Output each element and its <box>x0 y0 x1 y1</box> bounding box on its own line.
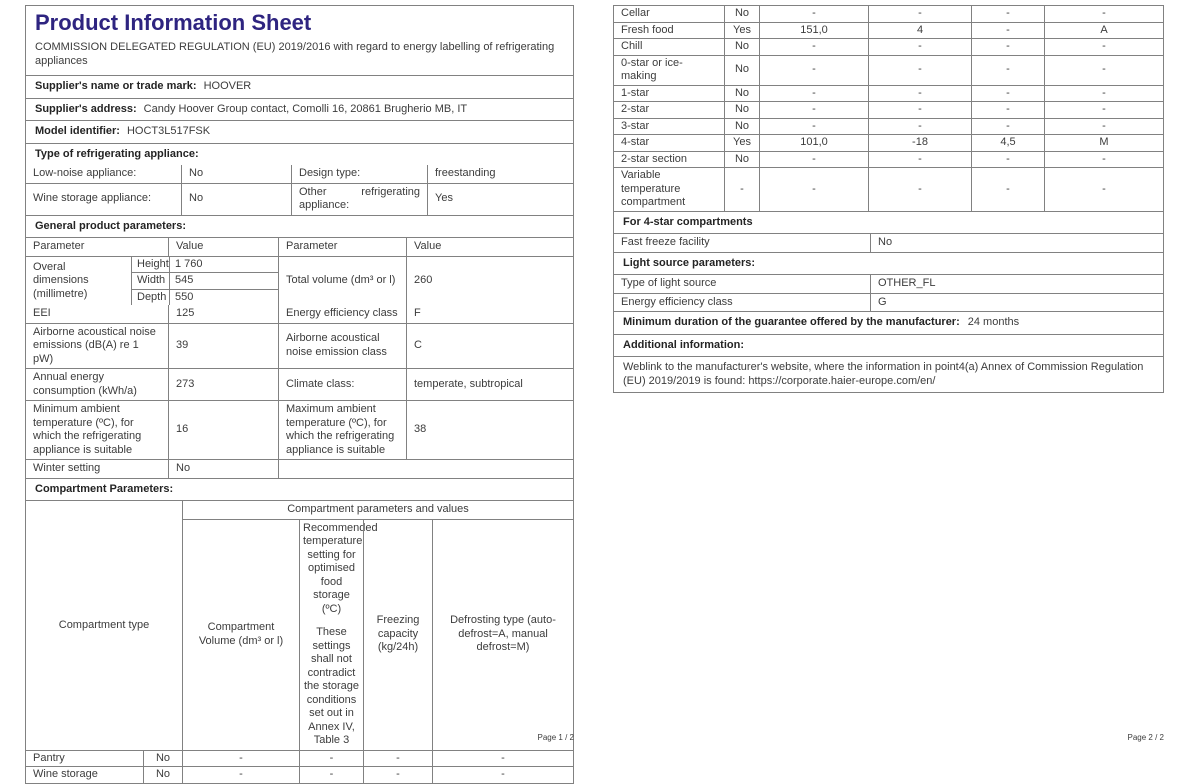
parameter-label-cell: Airborne acoustical noise emission class <box>278 324 406 369</box>
page-number: Page 2 / 2 <box>1127 733 1164 742</box>
parameter-label-cell: Energy efficiency class <box>621 295 733 308</box>
compartment-table-p1 <box>26 750 573 783</box>
compartment-name-cell: Variable temperature compartment <box>621 169 686 208</box>
compartment-temp-cell: - <box>868 102 971 118</box>
compartment-temp-cell: -18 <box>868 135 971 151</box>
compartment-volume-cell: - <box>759 86 868 102</box>
supplier-name-value: HOOVER <box>203 80 252 92</box>
additional-info-heading: Additional information: <box>614 334 1163 357</box>
compartment-yn-cell: Yes <box>724 135 759 151</box>
compartment-freezing-cell: - <box>971 39 1044 55</box>
compartment-name-cell: 2-star section <box>621 152 688 165</box>
parameter-label-cell: Climate class: <box>278 369 406 400</box>
column-header: Freezing capacity (kg/24h) <box>363 520 432 750</box>
compartment-volume-cell: 101,0 <box>759 135 868 151</box>
guarantee-value: 24 months <box>967 316 1020 328</box>
parameter-value-cell: 38 <box>406 401 573 459</box>
table-row <box>26 305 573 323</box>
table-row <box>26 766 573 783</box>
compartment-temp-cell: - <box>868 168 971 211</box>
model-identifier-label: Model identifier: <box>35 125 120 137</box>
fast-freeze-row <box>614 233 1163 252</box>
column-header: Compartment type <box>58 618 150 631</box>
table-row <box>26 323 573 369</box>
parameter-value-cell: C <box>406 324 573 369</box>
table-row <box>26 183 573 215</box>
compartment-freezing-cell: - <box>363 767 432 783</box>
compartment-defrost-cell: M <box>1044 135 1163 151</box>
compartment-yn-cell: No <box>724 152 759 168</box>
dimension-value: 545 <box>169 273 278 289</box>
temp-header-line-2: These settings shall not contradict the storage conditions set out in Annex IV, Table 3 <box>303 626 360 746</box>
table-row <box>614 274 1163 293</box>
compartment-freezing-cell: - <box>971 102 1044 118</box>
table-row <box>614 55 1163 85</box>
table-row <box>614 293 1163 312</box>
table-row <box>26 368 573 400</box>
table-row <box>614 151 1163 168</box>
parameter-label-cell: Minimum ambient temperature (ºC), for which the refrigerating appliance is suitable <box>33 403 142 456</box>
parameter-value-cell: 125 <box>168 305 278 323</box>
supplier-address-row <box>26 98 573 121</box>
supplier-address-value: Candy Hoover Group contact, Comolli 16, 20861 Brugherio MB, IT <box>143 102 468 115</box>
compartment-name-cell: 1-star <box>621 86 650 99</box>
compartment-yn-cell: No <box>724 86 759 102</box>
column-header <box>299 520 378 750</box>
compartment-freezing-cell: - <box>971 168 1044 211</box>
dimension-value: 550 <box>169 290 278 306</box>
params-header-row <box>26 237 573 256</box>
compartment-yn-cell: No <box>143 751 182 767</box>
compartment-name-cell: Fresh food <box>621 23 674 36</box>
empty-cell <box>278 460 573 478</box>
table-row <box>26 400 573 459</box>
parameter-value-cell: No <box>168 460 278 478</box>
parameter-value-cell: No <box>181 165 291 183</box>
parameter-label-cell: Other refrigerating appliance: <box>299 185 420 211</box>
table-row <box>614 167 1163 211</box>
table-row <box>614 134 1163 151</box>
compartment-defrost-cell: - <box>1044 168 1163 211</box>
compartment-freezing-cell: 4,5 <box>971 135 1044 151</box>
compartment-temp-cell: - <box>868 86 971 102</box>
dimension-subrow <box>132 289 278 306</box>
general-params-table <box>26 305 573 459</box>
compartment-defrost-cell: - <box>1044 119 1163 135</box>
compartment-temp-cell: - <box>299 751 363 767</box>
compartment-volume-cell: - <box>182 751 299 767</box>
compartment-section-heading: Compartment Parameters: <box>26 478 573 501</box>
compartment-yn-cell: No <box>724 56 759 85</box>
column-header: Value <box>168 238 278 256</box>
compartment-name-cell: Wine storage <box>33 768 98 780</box>
compartment-temp-cell: 4 <box>868 23 971 39</box>
compartment-name-cell: Cellar <box>621 7 650 19</box>
compartment-volume-cell: - <box>759 168 868 211</box>
parameter-value-cell: 16 <box>168 401 278 459</box>
guarantee-label: Minimum duration of the guarantee offered by the manufacturer: <box>623 316 960 328</box>
table-row <box>614 6 1163 22</box>
light-section-heading: Light source parameters: <box>614 252 1163 275</box>
parameter-label-cell: Type of light source <box>621 277 717 289</box>
compartment-volume-cell: - <box>759 56 868 85</box>
supplier-address-label: Supplier's address: <box>35 102 137 115</box>
compartment-yn-cell: Yes <box>724 23 759 39</box>
compartment-table-p2 <box>614 6 1163 211</box>
compartment-yn-cell: No <box>724 119 759 135</box>
compartment-name-cell: Chill <box>621 40 643 52</box>
compartment-temp-cell: - <box>868 6 971 22</box>
table-row <box>26 165 573 183</box>
table-row <box>614 118 1163 135</box>
parameter-value-cell: temperate, subtropical <box>406 369 573 400</box>
table-row <box>26 750 573 767</box>
parameter-label-cell: Fast freeze facility <box>621 236 710 248</box>
column-header: Parameter <box>33 240 85 252</box>
supplier-name-label: Supplier's name or trade mark: <box>35 80 197 92</box>
column-header: Parameter <box>278 238 406 256</box>
column-header: Compartment Volume (dm³ or l) <box>182 520 299 750</box>
regulation-text: COMMISSION DELEGATED REGULATION (EU) 2019/2016 with regard to energy labelling of refrigerating appliances <box>35 41 555 67</box>
parameter-value-cell: F <box>406 305 573 323</box>
parameter-value-cell: 39 <box>168 324 278 369</box>
compartment-freezing-cell: - <box>971 119 1044 135</box>
page-2 <box>613 5 1164 393</box>
compartment-defrost-cell: A <box>1044 23 1163 39</box>
model-identifier-row <box>26 120 573 143</box>
compartment-defrost-cell: - <box>1044 152 1163 168</box>
compartment-freezing-cell: - <box>971 23 1044 39</box>
compartment-defrost-cell: - <box>1044 102 1163 118</box>
compartment-volume-cell: - <box>759 102 868 118</box>
compartment-header <box>26 500 573 750</box>
compartment-defrost-cell: - <box>1044 6 1163 22</box>
parameter-label-cell: Airborne acoustical noise emissions (dB(A) re 1 pW) <box>33 325 156 365</box>
column-header: Defrosting type (auto-defrost=A, manual defrost=M) <box>432 520 573 750</box>
compartment-yn-cell: - <box>724 168 759 211</box>
parameter-value-cell: OTHER_FL <box>870 275 1163 293</box>
compartment-defrost-cell: - <box>1044 56 1163 85</box>
compartment-freezing-cell: - <box>971 56 1044 85</box>
dimension-value: 1 760 <box>169 257 278 273</box>
supplier-name-row <box>26 75 573 98</box>
parameter-label-cell: Energy efficiency class <box>278 305 406 323</box>
parameter-value-cell: G <box>870 294 1163 312</box>
compartment-name-cell: 4-star <box>621 136 650 148</box>
parameter-label-cell: Design type: <box>299 167 361 179</box>
general-section-heading: General product parameters: <box>26 215 573 238</box>
page-1 <box>25 5 574 784</box>
compartment-freezing-cell: - <box>363 751 432 767</box>
compartment-freezing-cell: - <box>971 86 1044 102</box>
page-number: Page 1 / 2 <box>537 733 574 742</box>
compartment-yn-cell: No <box>143 767 182 783</box>
compartment-freezing-cell: - <box>971 152 1044 168</box>
temp-header-line-1: Recommended temperature setting for optimised food storage (ºC) <box>303 521 378 615</box>
parameter-value-cell: No <box>870 234 1163 252</box>
type-section-heading: Type of refrigerating appliance: <box>26 143 573 166</box>
table-row <box>614 85 1163 102</box>
compartment-name-cell: 2-star <box>621 103 650 115</box>
compartment-temp-cell: - <box>868 56 971 85</box>
dimension-key: Depth <box>137 290 167 303</box>
parameter-label-cell: Wine storage appliance: <box>33 192 152 205</box>
compartment-defrost-cell: - <box>432 751 573 767</box>
dimension-subrow <box>132 272 278 289</box>
table-row <box>614 38 1163 55</box>
compartment-volume-cell: - <box>182 767 299 783</box>
compartment-defrost-cell: - <box>1044 86 1163 102</box>
parameter-label-cell: Winter setting <box>33 462 101 474</box>
compartment-temp-cell: - <box>868 119 971 135</box>
table-row <box>614 22 1163 39</box>
compartment-freezing-cell: - <box>971 6 1044 22</box>
compartment-defrost-cell: - <box>1044 39 1163 55</box>
parameter-value-cell: Yes <box>427 184 573 215</box>
compartment-name-cell: Pantry <box>33 751 65 764</box>
compartment-volume-cell: - <box>759 119 868 135</box>
dimensions-subtable <box>131 257 278 306</box>
compartment-name-cell: 0-star or ice-making <box>621 56 683 82</box>
compartment-temp-cell: - <box>299 767 363 783</box>
weblink-row: Weblink to the manufacturer's website, where the information in point4(a) Annex of Commission Regulation (EU) 2019/2019 is found: https://corporate.haier-europe.com/en/ <box>614 356 1163 392</box>
dimensions-label-cell: Overal dimensions (millimetre) <box>33 260 89 300</box>
dimension-key: Width <box>137 274 166 286</box>
compartment-defrost-cell: - <box>432 767 573 783</box>
winter-setting-row <box>26 459 573 478</box>
parameter-value-cell: freestanding <box>427 165 573 183</box>
parameter-label-cell: Maximum ambient temperature (ºC), for which the refrigerating appliance is suitable <box>278 401 406 459</box>
compartment-temp-cell: - <box>868 152 971 168</box>
parameter-value-cell: No <box>181 184 291 215</box>
model-identifier-value: HOCT3L517FSK <box>126 125 211 137</box>
table-row <box>614 101 1163 118</box>
page-title: Product Information Sheet <box>35 10 312 35</box>
parameter-label-cell: Low-noise appliance: <box>33 167 137 179</box>
compartment-volume-cell: 151,0 <box>759 23 868 39</box>
span-header: Compartment parameters and values <box>182 501 573 520</box>
type-table <box>26 165 573 215</box>
parameter-label-cell: Total volume (dm³ or l) <box>278 257 406 306</box>
compartment-yn-cell: No <box>724 39 759 55</box>
parameter-value-cell: 273 <box>168 369 278 400</box>
compartment-volume-cell: - <box>759 6 868 22</box>
dimensions-row <box>26 256 573 306</box>
title-block <box>26 6 573 75</box>
dimension-subrow <box>132 257 278 273</box>
column-header: Value <box>406 238 573 256</box>
compartment-name-cell: 3-star <box>621 119 650 132</box>
compartment-temp-cell: - <box>868 39 971 55</box>
compartment-yn-cell: No <box>724 6 759 22</box>
compartment-yn-cell: No <box>724 102 759 118</box>
four-star-heading: For 4-star compartments <box>614 211 1163 234</box>
dimension-key: Height <box>137 257 169 270</box>
compartment-volume-cell: - <box>759 39 868 55</box>
parameter-label-cell: EEI <box>33 307 51 319</box>
light-source-table <box>614 274 1163 311</box>
compartment-volume-cell: - <box>759 152 868 168</box>
parameter-label-cell: Annual energy consumption (kWh/a) <box>33 371 137 397</box>
guarantee-row <box>614 311 1163 334</box>
parameter-value-cell: 260 <box>406 257 573 306</box>
